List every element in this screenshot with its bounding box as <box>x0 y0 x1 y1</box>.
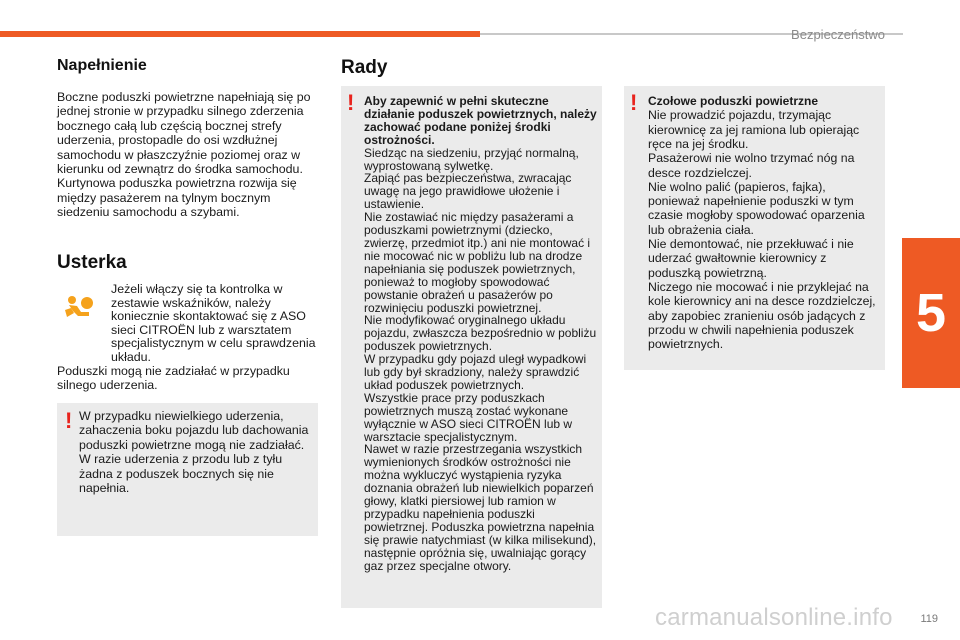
right-warning-body: Nie prowadzić pojazdu, trzymając kierownicę za jej ramiona lub opierając ręce na jej środku. Pasażerowi nie wolno trzymać nóg na desce rozdzielczej. Nie wolno palić (papieros, fajka), ponieważ napełnienie poduszki w tym czasie mogłoby spowodować oparzenia lub obrażenia ciała. Nie demontować, nie przekłuwać i nie uderzać gwałtownie kierownicy z poduszką powietrzną. Niczego nie mocować i nie przyklejać na kole kierownicy ani na desce rozdzielczej, aby zapobiec zranieniu osób jadących z przodu w chwili napełnienia poduszek powietrznych. <box>648 108 876 352</box>
left-column <box>57 57 319 220</box>
fill-title: Napełnienie <box>57 57 147 74</box>
fault-note: Poduszki mogą nie zadziałać w przypadku silnego uderzenia. <box>57 364 290 393</box>
middle-column <box>341 57 601 79</box>
left-warning-text: W przypadku niewielkiego uderzenia, zahaczenia boku pojazdu lub dachowania poduszki powietrzne mogą nie zadziałać. W razie uderzenia z przodu lub z tyłu żadna z poduszek bocznych się nie napełnia. <box>79 409 309 496</box>
left-warning-box <box>57 403 318 536</box>
exclamation-mark-icon: ! <box>65 408 73 433</box>
middle-warning-text-block <box>364 95 597 573</box>
page-number: 119 <box>920 613 938 625</box>
fault-section <box>57 252 319 274</box>
middle-warning-box <box>341 86 602 608</box>
airbag-warning-icon <box>63 294 97 318</box>
exclamation-mark-icon: ! <box>347 90 355 115</box>
header-accent-bar <box>0 31 480 37</box>
fault-title: Usterka <box>57 252 127 273</box>
watermark: carmanualsonline.info <box>655 604 893 631</box>
middle-warning-title: Aby zapewnić w pełni skuteczne działanie poduszek powietrznych, należy zachować podane poniżej środki ostrożności. <box>364 94 597 147</box>
fill-body: Boczne poduszki powietrzne napełniają się po jednej stronie w przypadku silnego zderzenia bocznego całą lub częścią bocznej strefy uderzenia, prostopadle do osi wzdłużnej samochodu w płaszczyźnie poziomej oraz w kierunku od zewnątrz do środka samochodu. Kurtynowa poduszka powietrzna rozwija się między pasażerem na tylnym bocznym siedzeniu samochodu a szybami. <box>57 90 311 220</box>
right-warning-title: Czołowe poduszki powietrzne <box>648 94 819 108</box>
exclamation-mark-icon: ! <box>630 90 638 115</box>
tips-title: Rady <box>341 57 388 78</box>
left-warning-text-block <box>79 409 309 495</box>
fault-note-block <box>57 364 319 393</box>
section-label: Bezpieczeństwo <box>791 27 885 42</box>
fault-icon-text: Jeżeli włączy się ta kontrolka w zestawie wskaźników, należy koniecznie skontaktować się z ASO sieci CITROËN lub z warsztatem specjalistycznym w celu sprawdzenia układu. <box>111 282 316 364</box>
middle-warning-body: Siedząc na siedzeniu, przyjąć normalną, wyprostowaną sylwetkę. Zapiąć pas bezpieczeństwa, zwracając uwagę na jego prawidłowe ułożenie i ustawienie. Nie zostawiać nic między pasażerami a poduszkami powietrznymi (dziecko, zwierzę, przedmiot itp.) ani nie montować i nie mocować nic w pobliżu lub na drodze napełniania się poduszek powietrznych, ponieważ to mogłoby spowodować powstanie obrażeń u pasażerów po rozwinięciu poduszki powietrznej. Nie modyfikować oryginalnego układu pojazdu, zwłaszcza bezpośrednio w pobliżu poduszek powietrznych. W przypadku gdy pojazd uległ wypadkowi lub gdy był skradziony, należy sprawdzić układ poduszek powietrznych. Wszystkie prace przy poduszkach powietrznych muszą zostać wykonane wyłącznie w ASO sieci CITROËN lub w warsztacie specjalistycznym. Nawet w razie przestrzegania wszystkich wymienionych środków ostrożności nie można wykluczyć wystąpienia ryzyka doznania obrażeń lub niewielkich poparzeń głowy, klatki piersiowej lub ramion w przypadku napełnienia poduszki powietrznej. Poduszka powietrzna napełnia się prawie natychmiast (w kilka milisekund), następnie opróżnia się, uwalniając gorący gaz przez specjalne otwory. <box>364 145 597 573</box>
right-warning-text-block <box>648 95 881 351</box>
right-warning-box <box>624 86 885 370</box>
chapter-number: 5 <box>915 283 947 343</box>
fault-icon-text-block <box>111 283 321 365</box>
chapter-tab <box>902 238 960 388</box>
